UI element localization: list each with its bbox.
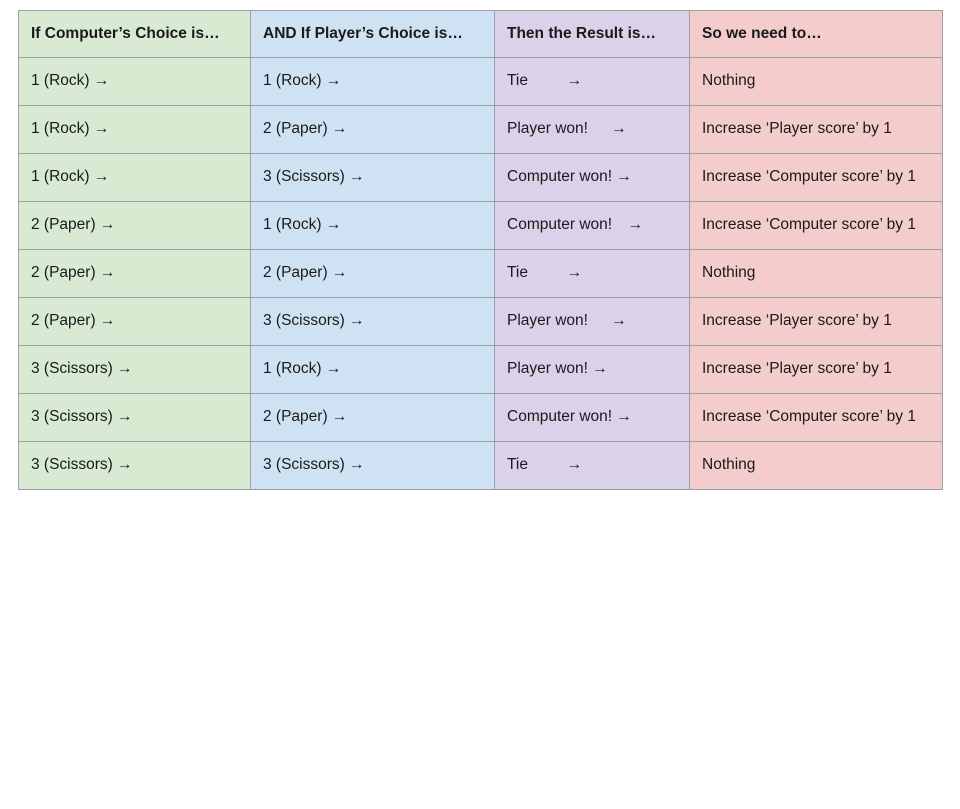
table-row (19, 202, 943, 250)
table-body (19, 58, 943, 490)
table-row (19, 298, 943, 346)
cell-computer-choice: 3 (Scissors) → (19, 394, 251, 442)
cell-player-choice: 3 (Scissors) → (251, 442, 495, 490)
column-header-player-choice: AND If Player’s Choice is… (251, 11, 495, 58)
rock-paper-scissors-decision-table (18, 10, 943, 490)
cell-action: Increase ‘Player score’ by 1 (690, 298, 943, 346)
table-row (19, 442, 943, 490)
cell-result: Computer won! → (495, 394, 690, 442)
table-row (19, 250, 943, 298)
table-row (19, 154, 943, 202)
cell-player-choice: 2 (Paper) → (251, 250, 495, 298)
cell-result: Player won! → (495, 298, 690, 346)
table-header (19, 11, 943, 58)
cell-computer-choice: 2 (Paper) → (19, 202, 251, 250)
column-header-action: So we need to… (690, 11, 943, 58)
cell-action: Nothing (690, 442, 943, 490)
cell-result: Player won! → (495, 346, 690, 394)
cell-computer-choice: 1 (Rock) → (19, 154, 251, 202)
cell-result: Tie → (495, 442, 690, 490)
cell-computer-choice: 2 (Paper) → (19, 250, 251, 298)
cell-player-choice: 1 (Rock) → (251, 58, 495, 106)
cell-action: Nothing (690, 58, 943, 106)
table-row (19, 106, 943, 154)
cell-result: Player won! → (495, 106, 690, 154)
cell-action: Increase ‘Player score’ by 1 (690, 346, 943, 394)
table-row (19, 58, 943, 106)
cell-player-choice: 3 (Scissors) → (251, 298, 495, 346)
cell-action: Nothing (690, 250, 943, 298)
cell-computer-choice: 3 (Scissors) → (19, 346, 251, 394)
table-row (19, 346, 943, 394)
cell-player-choice: 2 (Paper) → (251, 394, 495, 442)
cell-result: Computer won! → (495, 154, 690, 202)
cell-computer-choice: 2 (Paper) → (19, 298, 251, 346)
cell-action: Increase ‘Computer score’ by 1 (690, 394, 943, 442)
cell-player-choice: 1 (Rock) → (251, 202, 495, 250)
cell-computer-choice: 3 (Scissors) → (19, 442, 251, 490)
cell-player-choice: 1 (Rock) → (251, 346, 495, 394)
cell-result: Tie → (495, 250, 690, 298)
cell-player-choice: 3 (Scissors) → (251, 154, 495, 202)
cell-computer-choice: 1 (Rock) → (19, 58, 251, 106)
column-header-result: Then the Result is… (495, 11, 690, 58)
cell-action: Increase ‘Computer score’ by 1 (690, 154, 943, 202)
cell-player-choice: 2 (Paper) → (251, 106, 495, 154)
cell-result: Tie → (495, 58, 690, 106)
column-header-computer-choice: If Computer’s Choice is… (19, 11, 251, 58)
cell-computer-choice: 1 (Rock) → (19, 106, 251, 154)
cell-action: Increase ‘Player score’ by 1 (690, 106, 943, 154)
cell-action: Increase ‘Computer score’ by 1 (690, 202, 943, 250)
table-row (19, 394, 943, 442)
cell-result: Computer won! → (495, 202, 690, 250)
table-header-row (19, 11, 943, 58)
